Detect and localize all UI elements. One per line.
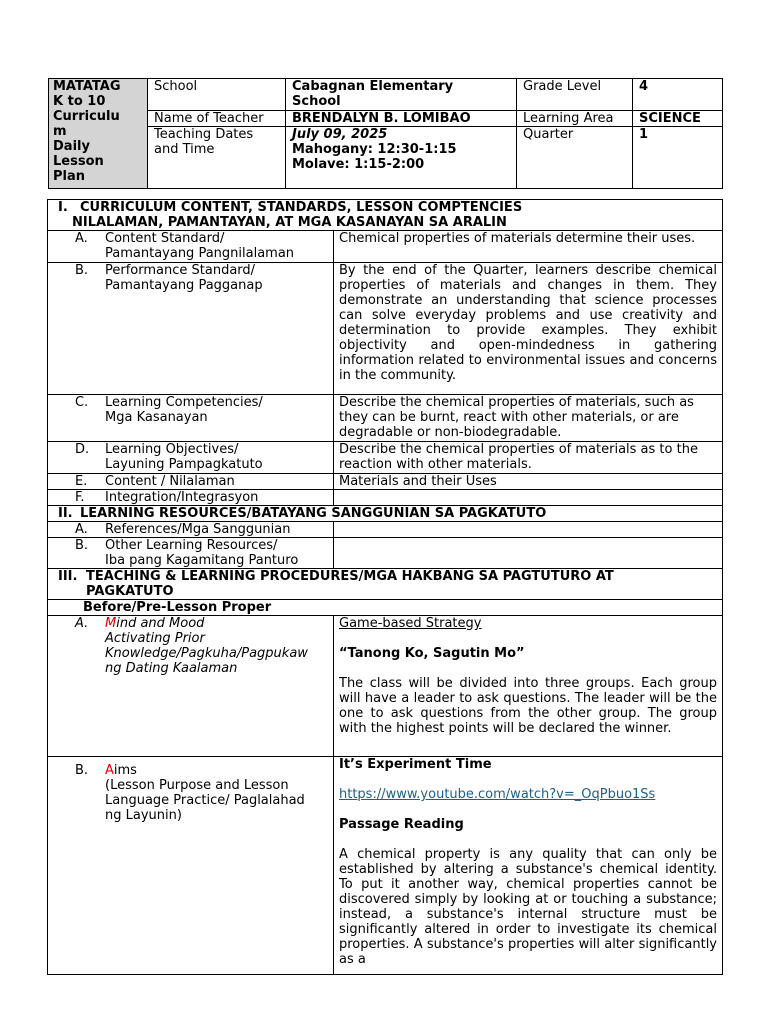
grade-level-value: 4 <box>633 79 723 111</box>
school-label: School <box>148 79 286 111</box>
teaching-date: July 09, 2025 <box>292 127 388 142</box>
content-value: Materials and their Uses <box>334 474 723 490</box>
school-value: Cabagnan Elementary School <box>286 79 517 111</box>
curriculum-title-cell <box>49 79 148 189</box>
learning-competencies-value: Describe the chemical properties of materials, such as they can be burnt, react with other materials, or are degradable or non-biodegradable. <box>334 395 723 442</box>
table-row <box>48 442 723 474</box>
learning-objectives-label: D. Learning Objectives/ Layuning Pampagkatuto <box>48 442 334 474</box>
game-description: The class will be divided into three groups. Each group will have a leader to ask questions. The leader will be the one to ask questions from the other group. The group with the highest points will be declared the winner. <box>339 676 717 736</box>
quarter-label: Quarter <box>517 127 633 189</box>
teaching-dates-label: Teaching Dates and Time <box>148 127 286 189</box>
mind-and-mood-value <box>334 616 723 757</box>
passage-text: A chemical property is any quality that can only be established by altering a substance's chemical identity. To put it another way, chemical properties cannot be discovered simply by looking at or touching a substance; instead, a substance's internal structure must be significantly altered in order to investigate its chemical properties. A substance's properties will alter significantly as a <box>339 847 717 967</box>
table-row <box>48 616 723 757</box>
content-label: E. Content / Nilalaman <box>48 474 334 490</box>
learning-area-label: Learning Area <box>517 111 633 127</box>
section-3-heading: III. TEACHING & LEARNING PROCEDURES/MGA HAKBANG SA PAGTUTURO AT PAGKATUTO <box>48 569 723 600</box>
other-resources-value <box>334 538 723 569</box>
game-title: “Tanong Ko, Sagutin Mo” <box>339 646 525 661</box>
strategy-label: Game-based Strategy <box>339 616 482 631</box>
learning-area-value: SCIENCE <box>633 111 723 127</box>
curriculum-title: MATATAG K to 10 Curriculu m Daily Lesson Plan <box>53 79 121 184</box>
youtube-link[interactable]: https://www.youtube.com/watch?v=_OqPbuo1Ss <box>339 787 656 802</box>
section-1-heading: I. CURRICULUM CONTENT, STANDARDS, LESSON COMPTENCIES NILALAMAN, PAMANTAYAN, AT MGA KASANAYAN SA ARALIN <box>48 200 723 231</box>
integration-label: F. Integration/Integrasyon <box>48 490 334 506</box>
quarter-value: 1 <box>633 127 723 189</box>
mind-and-mood-label: A. Mind and Mood Activating Prior Knowledge/Pagkuha/Pagpukaw ng Dating Kaalaman <box>48 616 334 757</box>
references-value <box>334 522 723 538</box>
content-standard-label: A. Content Standard/ Pamantayang Pangnilalaman <box>48 231 334 263</box>
learning-competencies-label: C. Learning Competencies/ Mga Kasanayan <box>48 395 334 442</box>
table-row <box>48 522 723 538</box>
passage-reading-title: Passage Reading <box>339 817 464 832</box>
time-molave: Molave: 1:15-2:00 <box>292 157 425 172</box>
aims-value <box>334 757 723 975</box>
performance-standard-label: B. Performance Standard/ Pamantayang Pagganap <box>48 263 334 395</box>
lesson-plan-header-table <box>48 78 723 189</box>
teacher-value: BRENDALYN B. LOMIBAO <box>286 111 517 127</box>
integration-value <box>334 490 723 506</box>
lesson-plan-main-table <box>47 199 723 975</box>
table-row <box>48 395 723 442</box>
teacher-label: Name of Teacher <box>148 111 286 127</box>
grade-level-label: Grade Level <box>517 79 633 111</box>
performance-standard-value: By the end of the Quarter, learners describe chemical properties of materials and changes in them. They demonstrate an understanding that science processes can solve everyday problems and use creativity and determination to provide examples. They exhibit objectivity and open-mindedness in gathering information related to environmental issues and concerns in the community. <box>334 263 723 395</box>
table-row <box>48 231 723 263</box>
table-row <box>48 490 723 506</box>
table-row <box>48 538 723 569</box>
references-label: A. References/Mga Sanggunian <box>48 522 334 538</box>
time-mahogany: Mahogany: 12:30-1:15 <box>292 142 457 157</box>
section-2-heading: II. LEARNING RESOURCES/BATAYANG SANGGUNIAN SA PAGKATUTO <box>48 506 723 522</box>
learning-objectives-value: Describe the chemical properties of materials as to the reaction with other materials. <box>334 442 723 474</box>
before-lesson-subheading: Before/Pre-Lesson Proper <box>48 600 723 616</box>
other-resources-label: B. Other Learning Resources/ Iba pang Kagamitang Panturo <box>48 538 334 569</box>
content-standard-value: Chemical properties of materials determine their uses. <box>334 231 723 263</box>
experiment-title: It’s Experiment Time <box>339 757 492 772</box>
teaching-dates-value <box>286 127 517 189</box>
table-row <box>48 474 723 490</box>
table-row <box>48 757 723 975</box>
aims-label: B. Aims (Lesson Purpose and Lesson Language Practice/ Paglalahad ng Layunin) <box>48 757 334 975</box>
table-row <box>48 263 723 395</box>
